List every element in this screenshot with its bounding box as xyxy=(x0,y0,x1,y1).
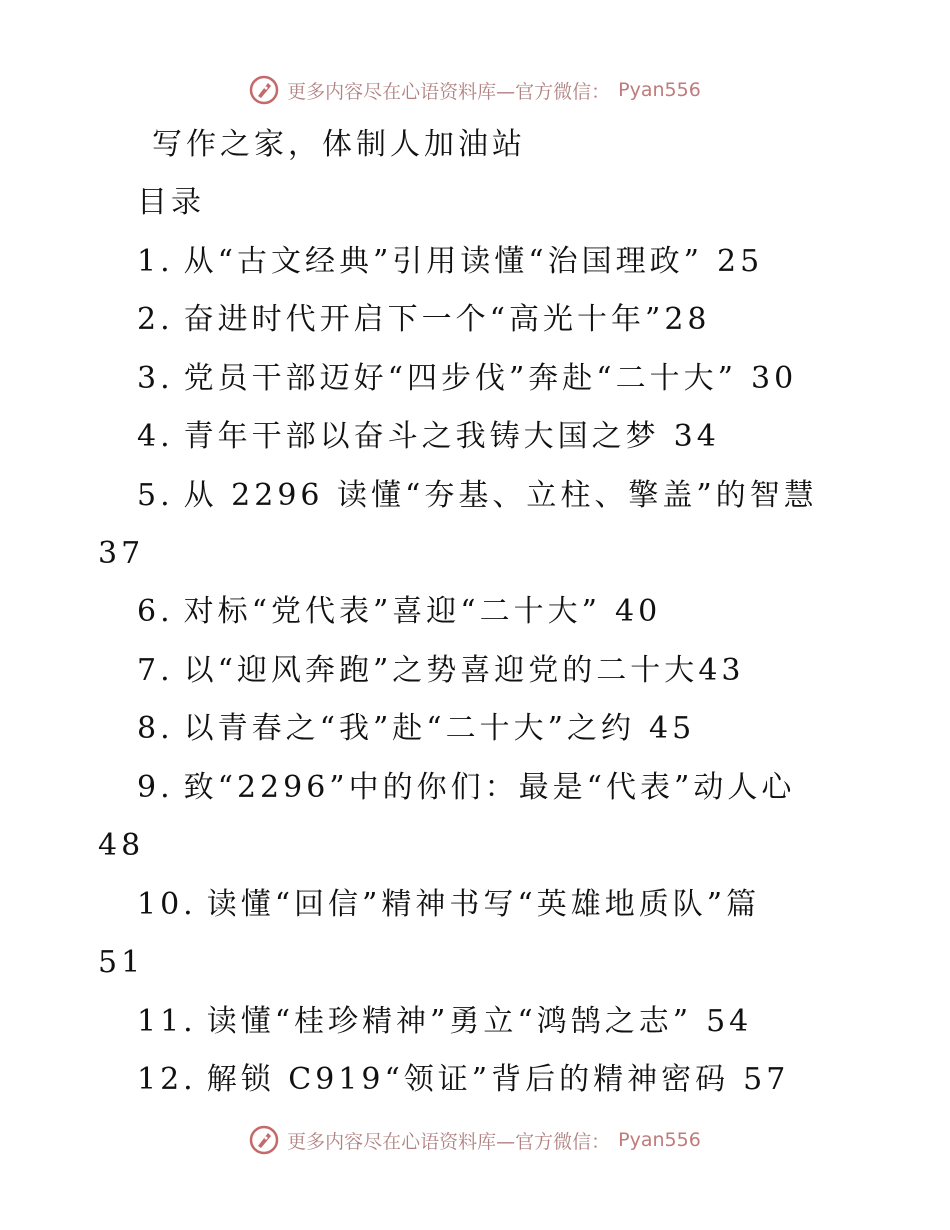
toc-entry-title: 党员干部迈好“四步伐”奔赴“二十大” xyxy=(183,361,737,396)
toc-entry-title: 读懂“回信”精神书写“英雄地质队”篇 xyxy=(206,887,761,922)
watermark-wechat-id: Pyan556 xyxy=(618,1129,701,1151)
toc-entry-number: 11. xyxy=(137,1004,197,1039)
pen-nib-logo-icon xyxy=(249,1125,279,1155)
toc-entry-number: 12. xyxy=(137,1062,197,1097)
toc-entry-page: 34 xyxy=(673,419,720,454)
toc-entry-number: 7. xyxy=(137,653,174,688)
toc-entry-page: 28 xyxy=(664,302,711,337)
toc-entry-page-wrapped: 51 xyxy=(98,945,145,980)
toc-entry xyxy=(137,709,695,749)
toc-entry-page: 25 xyxy=(716,244,764,279)
toc-entry-number: 4. xyxy=(137,419,174,454)
toc-entry xyxy=(137,417,720,457)
document-heading: 写作之家，体制人加油站 xyxy=(152,127,526,162)
toc-entry xyxy=(137,300,711,340)
toc-entry-page: 30 xyxy=(750,361,798,396)
toc-entry-page: 57 xyxy=(743,1062,790,1097)
toc-entry xyxy=(137,1002,752,1042)
toc-entry-number: 3. xyxy=(137,361,174,396)
toc-entry-number: 2. xyxy=(137,302,174,337)
toc-entry-page: 54 xyxy=(706,1004,753,1039)
watermark-wechat-id: Pyan556 xyxy=(618,79,701,101)
toc-entry-page-wrapped: 48 xyxy=(98,828,145,863)
toc-entry xyxy=(137,885,760,925)
watermark-banner-top xyxy=(0,70,950,110)
watermark-banner-bottom xyxy=(0,1120,950,1160)
toc-entry-number: 8. xyxy=(137,711,174,746)
toc-entry xyxy=(137,592,661,632)
toc-entry-title: 对标“党代表”喜迎“二十大” xyxy=(183,594,601,629)
toc-entry-number: 10. xyxy=(137,887,197,922)
toc-entry-title: 读懂“桂珍精神”勇立“鸿鹄之志” xyxy=(206,1004,693,1039)
toc-entry xyxy=(137,242,763,282)
toc-entry-page: 45 xyxy=(648,711,696,746)
toc-entry-number: 5. xyxy=(137,478,174,513)
toc-entry xyxy=(137,768,795,808)
toc-entry xyxy=(137,651,745,691)
toc-entry-page: 43 xyxy=(698,653,745,688)
toc-entry-title: 以青春之“我”赴“二十大”之约 xyxy=(183,711,635,746)
toc-entry xyxy=(137,476,818,516)
toc-entry xyxy=(137,1060,789,1100)
toc-entry xyxy=(137,359,797,399)
toc-entry-title: 从 2296 读懂“夯基、立柱、擎盖”的智慧 xyxy=(183,478,818,513)
watermark-text: 更多内容尽在心语资料库—官方微信： xyxy=(287,1130,611,1153)
toc-entry-title: 青年干部以奋斗之我铸大国之梦 xyxy=(183,419,660,454)
toc-entry-title: 以“迎风奔跑”之势喜迎党的二十大 xyxy=(183,653,699,688)
toc-entry-number: 6. xyxy=(137,594,174,629)
toc-entry-page: 40 xyxy=(614,594,662,629)
toc-entry-title: 奋进时代开启下一个“高光十年” xyxy=(183,302,665,337)
toc-entry-title: 解锁 C919“领证”背后的精神密码 xyxy=(206,1062,730,1097)
watermark-text: 更多内容尽在心语资料库—官方微信： xyxy=(287,80,611,103)
toc-title: 目录 xyxy=(137,185,205,220)
toc-entry-number: 1. xyxy=(137,244,174,279)
toc-entry-page-wrapped: 37 xyxy=(98,536,145,571)
toc-entry-number: 9. xyxy=(137,770,174,805)
toc-entry-title: 致“2296”中的你们：最是“代表”动人心 xyxy=(183,770,796,805)
toc-entry-title: 从“古文经典”引用读懂“治国理政” xyxy=(183,244,703,279)
pen-nib-logo-icon xyxy=(249,75,279,105)
